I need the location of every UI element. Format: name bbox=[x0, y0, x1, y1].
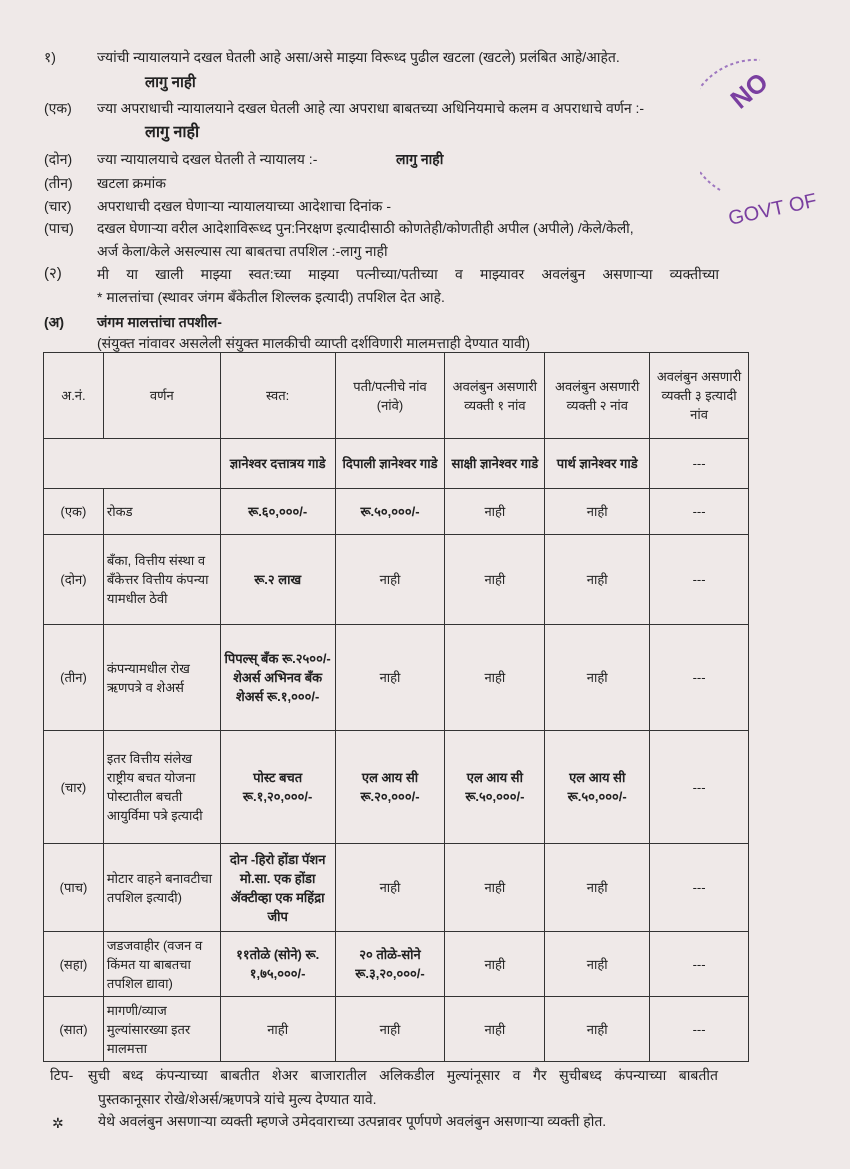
row-description: इतर वित्तीय संलेख राष्ट्रीय बचत योजना पोस्टातील बचती आयुर्विमा पत्रे इत्यादी bbox=[103, 731, 220, 844]
table-cell: --- bbox=[650, 489, 749, 535]
table-row bbox=[44, 731, 749, 844]
table-cell: नाही bbox=[445, 997, 545, 1062]
names-row bbox=[44, 439, 749, 489]
header-cell: पती/पत्नीचे नांव (नांवे) bbox=[335, 353, 445, 439]
table-cell: ज्ञानेश्वर दत्तात्रय गाडे bbox=[220, 439, 335, 489]
not-applicable: लागु नाही bbox=[145, 74, 196, 91]
table-row bbox=[44, 625, 749, 731]
table-cell: नाही bbox=[335, 997, 445, 1062]
header-cell: स्वत: bbox=[220, 353, 335, 439]
table-cell: रू.५०,०००/- bbox=[335, 489, 445, 535]
table-cell: साक्षी ज्ञानेश्वर गाडे bbox=[445, 439, 545, 489]
notary-stamp bbox=[700, 40, 850, 240]
dependent-note: येथे अवलंबुन असणाऱ्या व्यक्ती म्हणजे उमेदवाराच्या उत्पन्नावर पूर्णपणे अवलंबुन असणाऱ्या व्यक्ती होत. bbox=[98, 1113, 607, 1129]
table-cell: --- bbox=[650, 997, 749, 1062]
table-cell: रू.६०,०००/- bbox=[220, 489, 335, 535]
table-cell: --- bbox=[650, 731, 749, 844]
item-number: (चार) bbox=[44, 198, 72, 214]
row-number: (सात) bbox=[44, 997, 104, 1062]
item-text: दखल घेणाऱ्या वरील आदेशाविरूध्द पुन:निरक्षण इत्यादीसाठी कोणतेही/कोणतीही अपील (अपीले) /केले/केली, bbox=[97, 220, 634, 236]
table-cell: नाही bbox=[545, 489, 650, 535]
item-text-cont: अर्ज केला/केले असल्यास त्या बाबतचा तपशिल :-लागु नाही bbox=[97, 243, 388, 259]
table-cell: --- bbox=[650, 439, 749, 489]
table-cell: नाही bbox=[445, 489, 545, 535]
table-cell: २० तोळे-सोने रू.३,२०,०००/- bbox=[335, 932, 445, 997]
table-cell: पार्थ ज्ञानेश्वर गाडे bbox=[545, 439, 650, 489]
header-cell: अ.नं. bbox=[44, 353, 104, 439]
table-cell: नाही bbox=[545, 844, 650, 932]
table-cell: --- bbox=[650, 625, 749, 731]
table-cell: नाही bbox=[545, 932, 650, 997]
item-number: (तीन) bbox=[44, 175, 73, 191]
stamp-text-bottom: GOVT OF bbox=[726, 189, 819, 230]
table-row bbox=[44, 489, 749, 535]
row-number: (एक) bbox=[44, 489, 104, 535]
note-text: सुची बध्द कंपन्याच्या बाबतीत शेअर बाजारातील अलिकडील मुल्यांनूसार व गैर सुचीबध्द कंपन्याच्या बाबतीत bbox=[88, 1067, 718, 1083]
stamp-text-top: NO bbox=[724, 66, 774, 115]
table-cell: दिपाली ज्ञानेश्वर गाडे bbox=[335, 439, 445, 489]
table-cell: ११तोळे (सोने) रू. १,७५,०००/- bbox=[220, 932, 335, 997]
row-description: बँका, वित्तीय संस्था व बँकेत्तर वित्तीय कंपन्या यामधील ठेवी bbox=[103, 535, 220, 625]
table-cell: पिपल्स् बँक रू.२५००/- शेअर्स अभिनव बँक शेअर्स रू.१,०००/- bbox=[220, 625, 335, 731]
table-row bbox=[44, 932, 749, 997]
table-cell: नाही bbox=[335, 625, 445, 731]
row-description: जडजवाहीर (वजन व किंमत या बाबतचा तपशिल द्यावा) bbox=[103, 932, 220, 997]
item-number: (अ) bbox=[44, 314, 65, 330]
table-cell: नाही bbox=[445, 625, 545, 731]
header-cell: अवलंबुन असणारी व्यक्ती ३ इत्यादी नांव bbox=[650, 353, 749, 439]
item-text: ज्या अपराधाची न्यायालयाने दखल घेतली आहे त्या अपराधा बाबतच्या अधिनियमाचे कलम व अपराधाचे वर्णन :- bbox=[97, 100, 645, 116]
table-cell: नाही bbox=[545, 535, 650, 625]
item-number: (दोन) bbox=[44, 151, 73, 167]
item-text-cont: * मालत्तांचा (स्थावर जंगम बँकेतील शिल्लक इत्यादी) तपशिल देत आहे. bbox=[97, 289, 445, 305]
table-cell: नाही bbox=[445, 535, 545, 625]
item-number: (पाच) bbox=[44, 220, 74, 236]
item-text: खटला क्रमांक bbox=[97, 175, 167, 191]
table-cell bbox=[103, 439, 220, 489]
row-description: मोटार वाहने बनावटीचा तपशिल इत्यादी) bbox=[103, 844, 220, 932]
table-cell: --- bbox=[650, 932, 749, 997]
item-text: अपराधाची दखल घेणाऱ्या न्यायालयाच्या आदेशाचा दिनांक - bbox=[97, 198, 391, 214]
item-text: ज्यांची न्यायालयाने दखल घेतली आहे असा/असे माझ्या विरूध्द पुढील खटला (खटले) प्रलंबित आहे/आहेत. bbox=[97, 49, 620, 65]
note-text-cont: पुस्तकानूसार रोखे/शेअर्स/ऋणपत्रे यांचे मुल्य देण्यात यावे. bbox=[98, 1091, 377, 1107]
movable-assets-table bbox=[43, 352, 749, 1062]
table-cell: पोस्ट बचत रू.१,२०,०००/- bbox=[220, 731, 335, 844]
table-cell: --- bbox=[650, 844, 749, 932]
section-title: जंगम मालत्तांचा तपशील- bbox=[97, 314, 222, 330]
item-number: (एक) bbox=[44, 100, 72, 116]
table-cell: --- bbox=[650, 535, 749, 625]
table-cell: दोन -हिरो होंडा पॅशन मो.सा. एक होंडा ॲक्टीव्हा एक महिंद्रा जीप bbox=[220, 844, 335, 932]
item-number: १) bbox=[44, 49, 56, 65]
row-description: कंपन्यामधील रोख ऋणपत्रे व शेअर्स bbox=[103, 625, 220, 731]
note-label: टिप- bbox=[50, 1067, 74, 1083]
star-symbol: ✲ bbox=[52, 1115, 64, 1131]
item-number: (२) bbox=[44, 265, 62, 282]
table-cell: नाही bbox=[545, 997, 650, 1062]
table-cell: नाही bbox=[335, 535, 445, 625]
table-cell bbox=[44, 439, 104, 489]
not-applicable: लागु नाही bbox=[145, 124, 200, 141]
row-number: (पाच) bbox=[44, 844, 104, 932]
header-cell: वर्णन bbox=[103, 353, 220, 439]
table-cell: एल आय सी रू.५०,०००/- bbox=[445, 731, 545, 844]
table-row bbox=[44, 997, 749, 1062]
row-number: (चार) bbox=[44, 731, 104, 844]
row-description: रोकड bbox=[103, 489, 220, 535]
item-text: ज्या न्यायालयाचे दखल घेतली ते न्यायालय :- bbox=[97, 151, 318, 167]
table-cell: नाही bbox=[335, 844, 445, 932]
table-header-row bbox=[44, 353, 749, 439]
row-number: (तीन) bbox=[44, 625, 104, 731]
table-cell: नाही bbox=[445, 932, 545, 997]
table-row bbox=[44, 535, 749, 625]
item-text: मी या खाली माझ्या स्वत:च्या माझ्या पत्नीच्या/पतीच्या व माझ्यावर अवलंबुन असणाऱ्या व्यक्तीच्या bbox=[97, 266, 719, 282]
table-cell: नाही bbox=[545, 625, 650, 731]
table-cell: एल आय सी रू.२०,०००/- bbox=[335, 731, 445, 844]
table-row bbox=[44, 844, 749, 932]
table-cell: रू.२ लाख bbox=[220, 535, 335, 625]
row-number: (सहा) bbox=[44, 932, 104, 997]
table-cell: नाही bbox=[220, 997, 335, 1062]
header-cell: अवलंबुन असणारी व्यक्ती १ नांव bbox=[445, 353, 545, 439]
table-cell: एल आय सी रू.५०,०००/- bbox=[545, 731, 650, 844]
row-description: मागणी/व्याज मुल्यांसारख्या इतर मालमत्ता bbox=[103, 997, 220, 1062]
header-cell: अवलंबुन असणारी व्यक्ती २ नांव bbox=[545, 353, 650, 439]
row-number: (दोन) bbox=[44, 535, 104, 625]
not-applicable: लागु नाही bbox=[396, 151, 444, 167]
section-subtitle: (संयुक्त नांवावर असलेली संयुक्त मालकीची व्याप्ती दर्शविणारी मालमत्ताही देण्यात यावी) bbox=[97, 335, 531, 351]
table-cell: नाही bbox=[445, 844, 545, 932]
